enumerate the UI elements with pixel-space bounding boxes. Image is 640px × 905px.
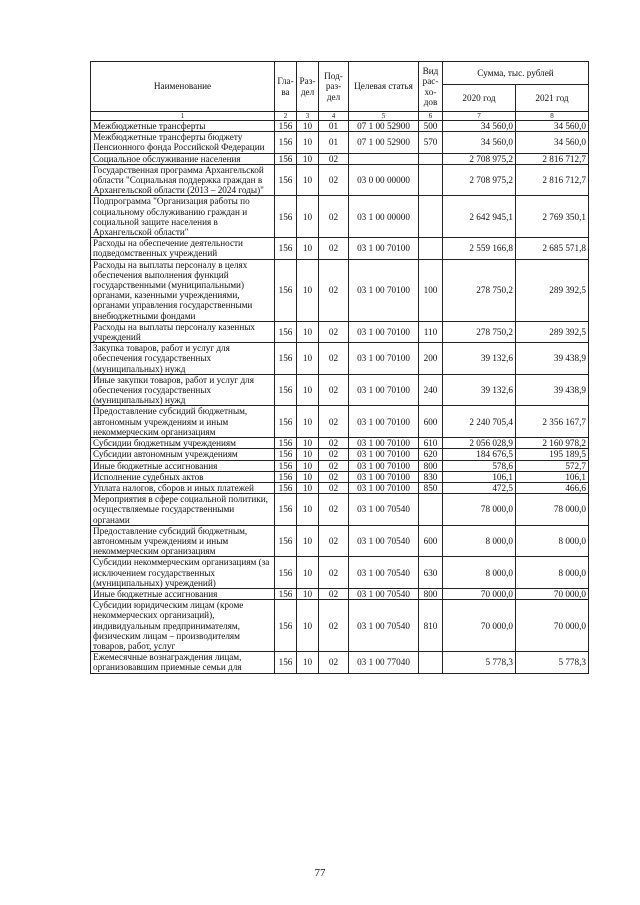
row-name: Субсидии бюджетным учреждениям — [91, 438, 275, 449]
header-celevaya-statya: Целевая статья — [349, 62, 419, 112]
row-podrazdel: 02 — [319, 164, 349, 196]
row-name: Мероприятия в сфере социальной политики, осуществляемые государственными органами — [91, 494, 275, 526]
row-podrazdel: 02 — [319, 494, 349, 526]
row-celevaya-statya: 07 1 00 52900 — [349, 132, 419, 153]
row-sum-2021: 39 438,9 — [516, 374, 589, 406]
row-vid-rashodov: 810 — [419, 600, 443, 652]
row-celevaya-statya: 03 1 00 70100 — [349, 374, 419, 406]
row-podrazdel: 02 — [319, 238, 349, 259]
row-glava: 156 — [275, 471, 297, 482]
row-razdel: 10 — [297, 153, 319, 164]
row-sum-2021: 2 816 712,7 — [516, 153, 589, 164]
row-podrazdel: 01 — [319, 132, 349, 153]
row-podrazdel: 02 — [319, 449, 349, 460]
row-name: Уплата налогов, сборов и иных платежей — [91, 482, 275, 493]
row-name: Государственная программа Архангельской области "Социальная поддержка граждан в Архангельской области (2013 – 2024 годы)" — [91, 164, 275, 196]
row-sum-2020: 278 750,2 — [443, 259, 516, 321]
row-glava: 156 — [275, 557, 297, 589]
row-celevaya-statya: 03 1 00 70540 — [349, 525, 419, 557]
header-glava: Гла-ва — [275, 62, 297, 112]
row-celevaya-statya: 03 1 00 70100 — [349, 460, 419, 471]
row-sum-2021: 2 685 571,8 — [516, 238, 589, 259]
table-row — [91, 196, 589, 238]
row-podrazdel: 01 — [319, 121, 349, 132]
row-podrazdel: 02 — [319, 588, 349, 599]
row-name: Расходы на выплаты персоналу в целях обеспечения выполнения функций государственными (муниципальными) органами, казенными учреждениями, органами управления государственными внебюджетными фондами — [91, 259, 275, 321]
row-glava: 156 — [275, 482, 297, 493]
row-celevaya-statya: 03 1 00 70100 — [349, 471, 419, 482]
row-sum-2020: 8 000,0 — [443, 525, 516, 557]
row-razdel: 10 — [297, 121, 319, 132]
row-vid-rashodov: 110 — [419, 321, 443, 342]
row-glava: 156 — [275, 525, 297, 557]
row-sum-2021: 572,7 — [516, 460, 589, 471]
row-razdel: 10 — [297, 406, 319, 438]
row-name: Иные бюджетные ассигнования — [91, 460, 275, 471]
row-razdel: 10 — [297, 600, 319, 652]
row-vid-rashodov: 800 — [419, 588, 443, 599]
row-podrazdel: 02 — [319, 374, 349, 406]
table-row — [91, 343, 589, 375]
budget-table — [90, 61, 589, 674]
column-number: 4 — [319, 112, 349, 121]
row-razdel: 10 — [297, 164, 319, 196]
row-name: Подпрограмма "Организация работы по социальному обслуживанию граждан и социальной защите населения в Архангельской области" — [91, 196, 275, 238]
row-sum-2020: 34 560,0 — [443, 121, 516, 132]
row-sum-2021: 2 356 167,7 — [516, 406, 589, 438]
row-celevaya-statya: 03 1 00 70540 — [349, 494, 419, 526]
row-name: Исполнение судебных актов — [91, 471, 275, 482]
row-vid-rashodov — [419, 196, 443, 238]
header-summa: Сумма, тыс. рублей — [443, 62, 589, 85]
row-sum-2020: 70 000,0 — [443, 588, 516, 599]
row-podrazdel: 02 — [319, 482, 349, 493]
table-header — [91, 62, 589, 121]
column-number: 2 — [275, 112, 297, 121]
row-sum-2020: 34 560,0 — [443, 132, 516, 153]
row-glava: 156 — [275, 600, 297, 652]
row-vid-rashodov — [419, 153, 443, 164]
table-row — [91, 557, 589, 589]
row-glava: 156 — [275, 588, 297, 599]
row-podrazdel: 02 — [319, 321, 349, 342]
table-row — [91, 406, 589, 438]
table-row — [91, 482, 589, 493]
row-podrazdel: 02 — [319, 652, 349, 673]
table-row — [91, 494, 589, 526]
row-name: Межбюджетные трансферты бюджету Пенсионного фонда Российской Федерации — [91, 132, 275, 153]
row-vid-rashodov — [419, 652, 443, 673]
row-glava: 156 — [275, 449, 297, 460]
row-podrazdel: 02 — [319, 438, 349, 449]
row-sum-2020: 2 708 975,2 — [443, 153, 516, 164]
row-glava: 156 — [275, 494, 297, 526]
row-glava: 156 — [275, 438, 297, 449]
row-glava: 156 — [275, 196, 297, 238]
row-podrazdel: 02 — [319, 525, 349, 557]
row-razdel: 10 — [297, 238, 319, 259]
row-sum-2020: 278 750,2 — [443, 321, 516, 342]
header-year-2020: 2020 год — [443, 85, 516, 112]
row-glava: 156 — [275, 460, 297, 471]
row-glava: 156 — [275, 121, 297, 132]
table-row — [91, 259, 589, 321]
row-celevaya-statya: 03 1 00 70100 — [349, 438, 419, 449]
row-celevaya-statya: 03 1 00 70540 — [349, 557, 419, 589]
row-celevaya-statya: 03 1 00 70540 — [349, 600, 419, 652]
row-razdel: 10 — [297, 259, 319, 321]
table-body — [91, 121, 589, 674]
row-sum-2021: 8 000,0 — [516, 525, 589, 557]
row-name: Субсидии юридическим лицам (кроме некоммерческих организаций), индивидуальным предпринимателям, физическим лицам – производителям товаров, работ, услуг — [91, 600, 275, 652]
table-row — [91, 153, 589, 164]
column-number: 3 — [297, 112, 319, 121]
row-glava: 156 — [275, 153, 297, 164]
row-vid-rashodov — [419, 494, 443, 526]
row-sum-2021: 70 000,0 — [516, 588, 589, 599]
row-razdel: 10 — [297, 494, 319, 526]
table-row — [91, 652, 589, 673]
row-sum-2021: 8 000,0 — [516, 557, 589, 589]
table-row — [91, 471, 589, 482]
row-sum-2020: 578,6 — [443, 460, 516, 471]
row-sum-2020: 2 708 975,2 — [443, 164, 516, 196]
row-name: Иные закупки товаров, работ и услуг для обеспечения государственных (муниципальных) нужд — [91, 374, 275, 406]
row-celevaya-statya: 03 1 00 70100 — [349, 259, 419, 321]
row-sum-2021: 2 160 978,2 — [516, 438, 589, 449]
row-name: Расходы на обеспечение деятельности подведомственных учреждений — [91, 238, 275, 259]
row-celevaya-statya: 03 0 00 00000 — [349, 164, 419, 196]
row-name: Субсидии автономным учреждениям — [91, 449, 275, 460]
row-name: Иные бюджетные ассигнования — [91, 588, 275, 599]
row-celevaya-statya: 03 1 00 77040 — [349, 652, 419, 673]
row-glava: 156 — [275, 406, 297, 438]
row-name: Расходы на выплаты персоналу казенных учреждений — [91, 321, 275, 342]
row-sum-2021: 289 392,5 — [516, 259, 589, 321]
table-row — [91, 525, 589, 557]
row-podrazdel: 02 — [319, 600, 349, 652]
column-number: 6 — [419, 112, 443, 121]
row-podrazdel: 02 — [319, 259, 349, 321]
column-number-row — [91, 112, 589, 121]
table-row — [91, 600, 589, 652]
row-celevaya-statya: 03 1 00 00000 — [349, 196, 419, 238]
row-razdel: 10 — [297, 471, 319, 482]
row-razdel: 10 — [297, 343, 319, 375]
row-glava: 156 — [275, 259, 297, 321]
row-glava: 156 — [275, 132, 297, 153]
row-sum-2021: 2 816 712,7 — [516, 164, 589, 196]
row-sum-2020: 184 676,5 — [443, 449, 516, 460]
row-podrazdel: 02 — [319, 406, 349, 438]
row-sum-2021: 195 189,5 — [516, 449, 589, 460]
row-razdel: 10 — [297, 525, 319, 557]
row-name: Социальное обслуживание населения — [91, 153, 275, 164]
row-glava: 156 — [275, 652, 297, 673]
row-celevaya-statya: 03 1 00 70100 — [349, 321, 419, 342]
table-row — [91, 121, 589, 132]
row-sum-2020: 472,5 — [443, 482, 516, 493]
row-sum-2021: 289 392,5 — [516, 321, 589, 342]
row-celevaya-statya: 07 1 00 52900 — [349, 121, 419, 132]
row-glava: 156 — [275, 343, 297, 375]
row-razdel: 10 — [297, 482, 319, 493]
row-sum-2021: 5 778,3 — [516, 652, 589, 673]
row-vid-rashodov: 830 — [419, 471, 443, 482]
header-vid-rashodov: Вид рас-хо-дов — [419, 62, 443, 112]
row-celevaya-statya — [349, 153, 419, 164]
row-razdel: 10 — [297, 557, 319, 589]
row-sum-2021: 34 560,0 — [516, 132, 589, 153]
row-vid-rashodov — [419, 164, 443, 196]
row-celevaya-statya: 03 1 00 70100 — [349, 449, 419, 460]
row-sum-2021: 466,6 — [516, 482, 589, 493]
row-sum-2020: 2 642 945,1 — [443, 196, 516, 238]
row-sum-2020: 70 000,0 — [443, 600, 516, 652]
row-razdel: 10 — [297, 196, 319, 238]
row-vid-rashodov: 500 — [419, 121, 443, 132]
row-sum-2020: 5 778,3 — [443, 652, 516, 673]
row-vid-rashodov: 600 — [419, 525, 443, 557]
row-sum-2020: 78 000,0 — [443, 494, 516, 526]
row-podrazdel: 02 — [319, 153, 349, 164]
table-row — [91, 132, 589, 153]
row-podrazdel: 02 — [319, 460, 349, 471]
table-row — [91, 438, 589, 449]
row-vid-rashodov: 850 — [419, 482, 443, 493]
row-vid-rashodov: 200 — [419, 343, 443, 375]
row-vid-rashodov: 620 — [419, 449, 443, 460]
row-podrazdel: 02 — [319, 471, 349, 482]
header-razdel: Раз-дел — [297, 62, 319, 112]
table-row — [91, 460, 589, 471]
row-name: Закупка товаров, работ и услуг для обеспечения государственных (муниципальных) нужд — [91, 343, 275, 375]
row-sum-2020: 2 559 166,8 — [443, 238, 516, 259]
row-razdel: 10 — [297, 588, 319, 599]
table-row — [91, 449, 589, 460]
row-podrazdel: 02 — [319, 196, 349, 238]
row-celevaya-statya: 03 1 00 70100 — [349, 482, 419, 493]
row-vid-rashodov: 570 — [419, 132, 443, 153]
row-razdel: 10 — [297, 132, 319, 153]
column-number: 8 — [516, 112, 589, 121]
row-name: Ежемесячные вознаграждения лицам, организовавшим приемные семьи для — [91, 652, 275, 673]
row-razdel: 10 — [297, 652, 319, 673]
row-glava: 156 — [275, 238, 297, 259]
row-sum-2021: 70 000,0 — [516, 600, 589, 652]
row-razdel: 10 — [297, 374, 319, 406]
row-celevaya-statya: 03 1 00 70100 — [349, 238, 419, 259]
table-row — [91, 238, 589, 259]
row-name: Межбюджетные трансферты — [91, 121, 275, 132]
table-row — [91, 164, 589, 196]
row-vid-rashodov: 100 — [419, 259, 443, 321]
header-year-2021: 2021 год — [516, 85, 589, 112]
row-sum-2021: 34 560,0 — [516, 121, 589, 132]
column-number: 1 — [91, 112, 275, 121]
row-vid-rashodov: 240 — [419, 374, 443, 406]
column-number: 7 — [443, 112, 516, 121]
row-sum-2020: 2 240 705,4 — [443, 406, 516, 438]
row-name: Субсидии некоммерческим организациям (за исключением государственных (муниципальных) учреждений) — [91, 557, 275, 589]
row-sum-2020: 2 056 028,9 — [443, 438, 516, 449]
table-row — [91, 588, 589, 599]
row-sum-2021: 106,1 — [516, 471, 589, 482]
row-name: Предоставление субсидий бюджетным, автономным учреждениям и иным некоммерческим организациям — [91, 406, 275, 438]
row-sum-2020: 106,1 — [443, 471, 516, 482]
row-razdel: 10 — [297, 321, 319, 342]
row-celevaya-statya: 03 1 00 70100 — [349, 406, 419, 438]
row-celevaya-statya: 03 1 00 70100 — [349, 343, 419, 375]
row-sum-2021: 78 000,0 — [516, 494, 589, 526]
row-vid-rashodov: 800 — [419, 460, 443, 471]
row-sum-2021: 2 769 350,1 — [516, 196, 589, 238]
row-razdel: 10 — [297, 449, 319, 460]
row-sum-2020: 8 000,0 — [443, 557, 516, 589]
row-vid-rashodov: 600 — [419, 406, 443, 438]
row-podrazdel: 02 — [319, 557, 349, 589]
table-row — [91, 321, 589, 342]
row-vid-rashodov — [419, 238, 443, 259]
table-row — [91, 374, 589, 406]
row-vid-rashodov: 630 — [419, 557, 443, 589]
row-vid-rashodov: 610 — [419, 438, 443, 449]
row-podrazdel: 02 — [319, 343, 349, 375]
header-name: Наименование — [91, 62, 275, 112]
row-sum-2021: 39 438,9 — [516, 343, 589, 375]
row-glava: 156 — [275, 321, 297, 342]
column-number: 5 — [349, 112, 419, 121]
page-number: 77 — [314, 867, 326, 879]
row-razdel: 10 — [297, 438, 319, 449]
header-podrazdel: Под-раз-дел — [319, 62, 349, 112]
row-glava: 156 — [275, 164, 297, 196]
row-sum-2020: 39 132,6 — [443, 374, 516, 406]
row-celevaya-statya: 03 1 00 70540 — [349, 588, 419, 599]
row-razdel: 10 — [297, 460, 319, 471]
row-glava: 156 — [275, 374, 297, 406]
row-sum-2020: 39 132,6 — [443, 343, 516, 375]
row-name: Предоставление субсидий бюджетным, автономным учреждениям и иным некоммерческим организациям — [91, 525, 275, 557]
